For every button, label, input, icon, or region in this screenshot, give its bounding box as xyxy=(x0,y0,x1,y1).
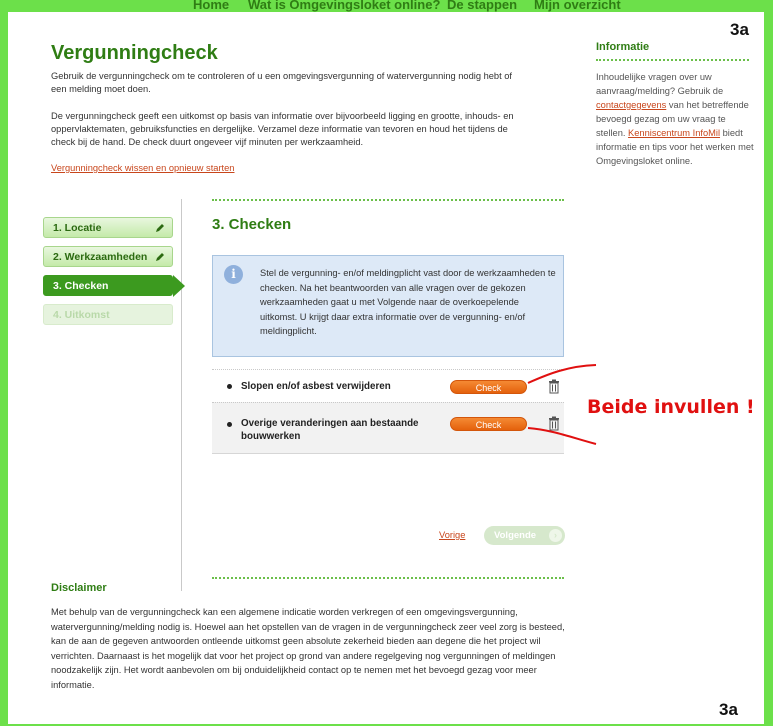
page-title: Vergunningcheck xyxy=(51,42,218,64)
task-label: Slopen en/of asbest verwijderen xyxy=(241,381,391,392)
stamp-bottom: 3a xyxy=(719,700,738,719)
next-button-label: Volgende xyxy=(494,530,537,541)
step-label: 3. Checken xyxy=(53,280,109,292)
step-label: 1. Locatie xyxy=(53,222,102,234)
step-label: 4. Uitkomst xyxy=(53,309,110,321)
section-divider-bottom xyxy=(212,577,564,579)
page-content xyxy=(8,12,764,724)
next-button xyxy=(484,526,565,545)
intro-paragraph-2: De vergunningcheck geeft een uitkomst op basis van informatie over bijvoorbeeld ligging en grootte, inhouds- en oppervlaktematen, gebruiksfuncties en dergelijke. Verzamel deze informatie van tevoren en houd het tijdens de check bij de hand. De check duurt ongeveer vijf minuten per werkzaamheid. xyxy=(51,111,514,147)
aside-text-part: biedt informatie en tips voor het werken met Omgevingsloket online. xyxy=(596,128,754,166)
contact-link[interactable]: contactgegevens xyxy=(596,100,667,110)
top-navigation xyxy=(0,0,773,12)
intro-paragraph-1: Gebruik de vergunningcheck om te controleren of u een omgevingsvergunning of watervergunning nodig hebt of een melding moet doen. xyxy=(51,71,513,94)
section-title: 3. Checken xyxy=(212,216,292,233)
info-text: Stel de vergunning- en/of meldingplicht vast door de werkzaamheden te checken. Na het beantwoorden van alle vragen over de gekozen werkzaamheden gaat u met Volgende naar de overkoepelende uitkomst. U krijgt daar extra informatie over de vergunning- en/of meldingplicht. xyxy=(260,268,556,336)
nav-de-stappen[interactable]: De stappen xyxy=(447,0,518,12)
nav-home[interactable]: Home xyxy=(193,0,230,12)
aside-title: Informatie xyxy=(596,41,650,53)
step-label: 2. Werkzaamheden xyxy=(53,251,148,263)
info-icon: i xyxy=(224,265,243,284)
nav-wat-is-omgevingsloket[interactable]: Wat is Omgevingsloket online? xyxy=(248,0,441,12)
disclaimer-title: Disclaimer xyxy=(51,582,107,594)
aside-text-part: van het betreffende bevoegd gezag om uw vraag te stellen. xyxy=(596,100,749,138)
check-button[interactable]: Check xyxy=(450,380,527,394)
infomil-link[interactable]: Kenniscentrum InfoMil xyxy=(628,128,721,138)
disclaimer-text: Met behulp van de vergunningcheck kan een algemene indicatie worden verkregen of een omgevingsvergunning, watervergunning/melding nodig is. Hoewel aan het opstellen van de vragen in de vergunningcheck zeer veel zorg is besteed, kan de aan de gegeven antwoorden ontleende uitkomst geen absolute zekerheid bieden aan degene die het project wil verrichten. Daarnaast is het mogelijk dat voor het project op grond van andere regelgeving nog vergunningen of meldingen noodzakelijk zijn. Het wordt aanbevolen om bij onduidelijkheid contact op te nemen met het bevoegd gezag voor meer informatie. xyxy=(51,607,565,690)
aside-text-part: Inhoudelijke vragen over uw aanvraag/melding? Gebruik de xyxy=(596,72,724,96)
nav-mijn-overzicht[interactable]: Mijn overzicht xyxy=(534,0,621,12)
annotation-text: Beide invullen ! xyxy=(587,396,755,418)
chevron-right-icon: › xyxy=(549,529,562,542)
task-label: Overige veranderingen aan bestaande bouwwerken xyxy=(241,418,419,442)
stamp-top: 3a xyxy=(730,20,749,39)
check-button[interactable]: Check xyxy=(450,417,527,431)
reset-check-link[interactable]: Vergunningcheck wissen en opnieuw starten xyxy=(51,163,235,173)
previous-link[interactable]: Vorige xyxy=(439,530,466,540)
